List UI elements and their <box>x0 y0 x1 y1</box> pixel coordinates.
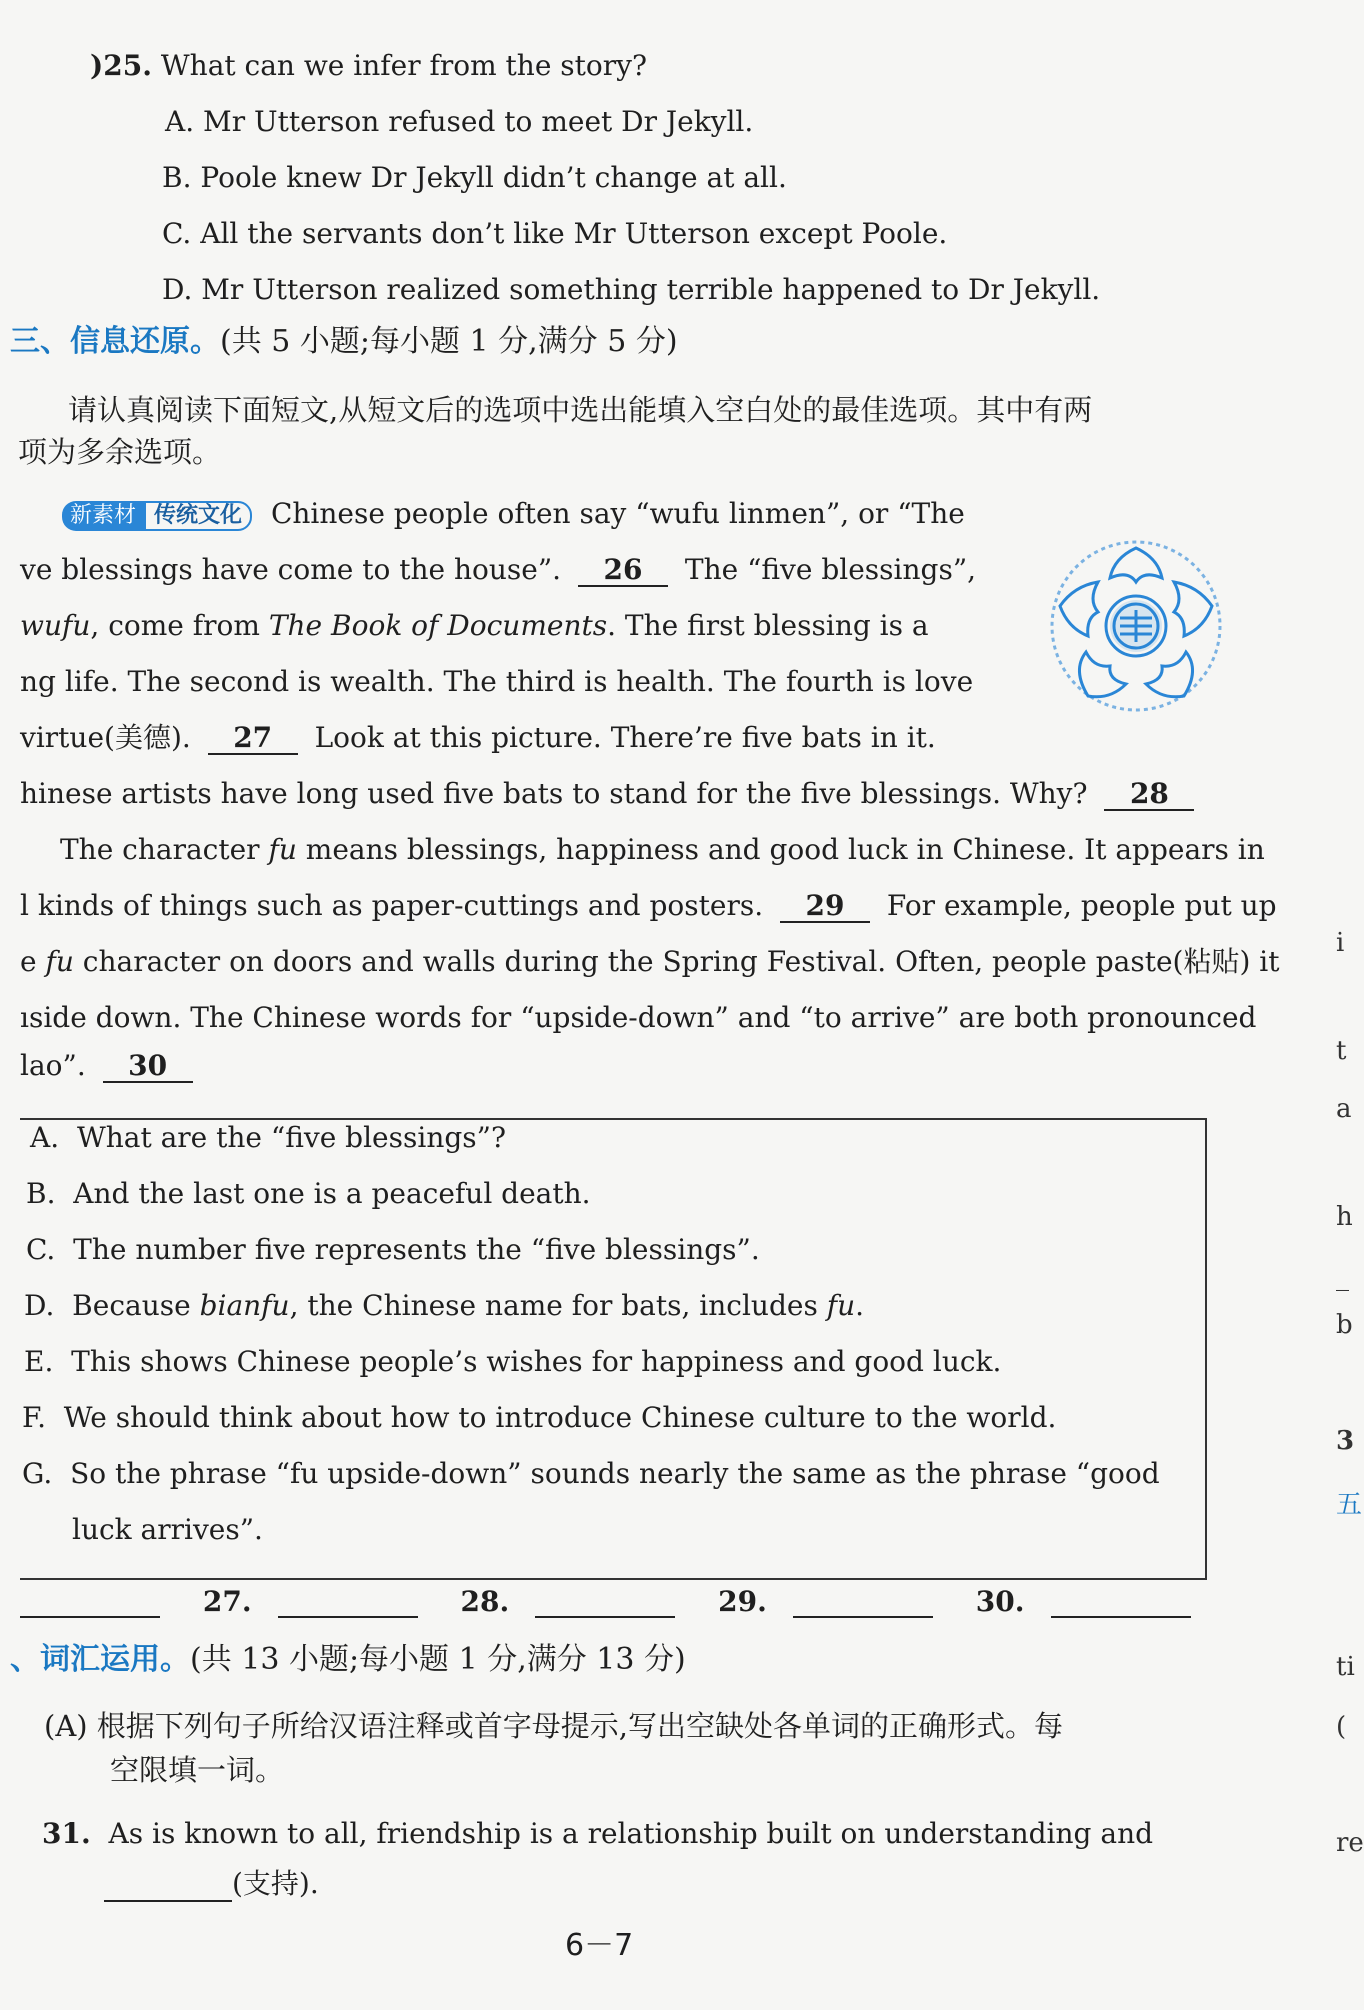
passage-line-11 <box>20 1048 201 1084</box>
edge-fragment: 五 <box>1336 1490 1363 1520</box>
answer-blank-30[interactable] <box>1051 1588 1191 1618</box>
passage-line-8 <box>20 888 1277 924</box>
q31-hint: (支持). <box>232 1867 319 1900</box>
answer-row <box>20 1585 1225 1618</box>
blank-29: 29 <box>780 891 870 923</box>
q25-option-a: A. Mr Utterson refused to meet Dr Jekyll. <box>165 105 754 138</box>
section3-score: (共 5 小题;每小题 1 分,满分 5 分) <box>220 324 678 359</box>
passage-text: ve blessings have come to the house”. <box>20 553 562 586</box>
passage-line-5 <box>20 720 936 756</box>
q31-answer-blank[interactable] <box>104 1872 232 1902</box>
section4-part-a-instruction-1: (A) 根据下列句子所给汉语注释或首字母提示,写出空缺处各单词的正确形式。每 <box>44 1709 1064 1743</box>
option-g-continued: luck arrives”. <box>72 1513 263 1546</box>
passage-text: virtue(美德). <box>20 721 191 754</box>
section4-part-a-instruction-2: 空限填一词。 <box>110 1753 285 1787</box>
passage-line-10: ıside down. The Chinese words for “upside-down” and “to arrive” are both pronounced <box>20 1001 1257 1034</box>
option-letter: B. <box>26 1177 56 1210</box>
passage-italic: fu <box>45 945 74 978</box>
edge-fragment: ti <box>1336 1652 1355 1682</box>
edge-fragment: b <box>1336 1310 1353 1340</box>
passage-text: Chinese people often say “wufu linmen”, or “The <box>270 497 965 530</box>
passage-italic: wufu <box>20 609 91 642</box>
option-text: And the last one is a peaceful death. <box>73 1177 591 1210</box>
new-material-tag <box>62 501 252 531</box>
section4-title: 、词汇运用。 <box>10 1642 190 1677</box>
edge-fragment: _ <box>1336 1262 1349 1292</box>
option-g <box>22 1456 1160 1492</box>
option-text: This shows Chinese people’s wishes for happiness and good luck. <box>71 1345 1002 1378</box>
passage-line-4: ng life. The second is wealth. The third is health. The fourth is love <box>20 665 974 698</box>
option-letter: E. <box>24 1345 54 1378</box>
option-text: So the phrase “fu upside-down” sounds nearly the same as the phrase “good <box>70 1457 1160 1490</box>
option-letter: A. <box>30 1121 60 1154</box>
five-bats-picture <box>1048 538 1224 714</box>
passage-text: l kinds of things such as paper-cuttings and posters. <box>20 889 764 922</box>
section3-instruction-1: 请认真阅读下面短文,从短文后的选项中选出能填入空白处的最佳选项。其中有两 <box>68 393 1093 427</box>
book-title: The Book of Documents <box>268 609 608 642</box>
option-b <box>26 1176 591 1212</box>
answer-label-27: 27. <box>202 1585 252 1618</box>
q25-stem: What can we infer from the story? <box>160 49 647 82</box>
q31-line-1 <box>42 1816 1153 1852</box>
passage-line-3 <box>20 608 929 644</box>
option-c <box>26 1232 760 1268</box>
section3-instruction-2: 项为多余选项。 <box>18 435 222 469</box>
passage-line-2 <box>20 552 976 588</box>
option-text: We should think about how to introduce Chinese culture to the world. <box>63 1401 1057 1434</box>
q25-option-b: B. Poole knew Dr Jekyll didn’t change at all. <box>162 161 787 194</box>
passage-line-7 <box>60 832 1265 868</box>
section4-header <box>10 1640 686 1680</box>
passage-text: The character <box>60 833 260 866</box>
option-text: What are the “five blessings”? <box>76 1121 506 1154</box>
q25-number: )25. <box>90 49 152 82</box>
answer-blank-27[interactable] <box>278 1588 418 1618</box>
option-text: The number five represents the “five blessings”. <box>73 1233 760 1266</box>
option-d <box>24 1288 864 1324</box>
tag-traditional-culture: 传统文化 <box>144 501 252 531</box>
edge-fragment: re <box>1336 1828 1364 1858</box>
passage-text: character on doors and walls during the Spring Festival. Often, people paste(粘贴) it <box>82 945 1280 978</box>
q31-line-2 <box>104 1866 319 1902</box>
blank-26: 26 <box>578 555 668 587</box>
passage-line-9 <box>20 944 1280 980</box>
edge-fragment: 3 <box>1336 1426 1355 1456</box>
option-e <box>24 1344 1001 1380</box>
answer-label-29: 29. <box>718 1585 767 1618</box>
blank-27: 27 <box>208 723 298 755</box>
q25-option-d: D. Mr Utterson realized something terrible happened to Dr Jekyll. <box>162 273 1101 306</box>
passage-text: means blessings, happiness and good luck in Chinese. It appears in <box>305 833 1265 866</box>
passage-text: Look at this picture. There’re five bats in it. <box>314 721 936 754</box>
q25-option-c: C. All the servants don’t like Mr Utterson except Poole. <box>162 217 948 250</box>
section3-header <box>10 322 678 362</box>
passage-text: For example, people put up <box>886 889 1277 922</box>
edge-fragment: ( <box>1336 1712 1347 1742</box>
options-box <box>20 1118 1207 1580</box>
option-text: . <box>855 1289 865 1322</box>
edge-fragment: t <box>1336 1036 1347 1066</box>
section4-score: (共 13 小题;每小题 1 分,满分 13 分) <box>190 1642 686 1677</box>
answer-label-30: 30. <box>975 1585 1025 1618</box>
answer-blank-26[interactable] <box>20 1588 160 1618</box>
option-letter: G. <box>22 1457 53 1490</box>
passage-text: hinese artists have long used five bats to stand for the five blessings. Why? <box>20 777 1088 810</box>
option-text: , the Chinese name for bats, includes <box>289 1289 818 1322</box>
passage-italic: fu <box>268 833 297 866</box>
passage-text: . The first blessing is a <box>607 609 929 642</box>
passage-text: e <box>20 945 37 978</box>
option-letter: F. <box>22 1401 46 1434</box>
answer-blank-29[interactable] <box>793 1588 933 1618</box>
passage-text: , come from <box>90 609 260 642</box>
q31-text: As is known to all, friendship is a relationship built on understanding and <box>108 1817 1154 1850</box>
option-italic: bianfu <box>199 1289 290 1322</box>
edge-fragment: a <box>1336 1094 1352 1124</box>
blank-30: 30 <box>103 1051 193 1083</box>
option-text: Because <box>72 1289 191 1322</box>
option-letter: D. <box>24 1289 55 1322</box>
tag-new-material: 新素材 <box>62 501 144 531</box>
q25-stem-line <box>90 48 647 84</box>
answer-label-28: 28. <box>460 1585 510 1618</box>
passage-text: The “five blessings”, <box>684 553 977 586</box>
answer-blank-28[interactable] <box>535 1588 675 1618</box>
blank-28: 28 <box>1104 779 1194 811</box>
option-letter: C. <box>26 1233 56 1266</box>
passage-line-6 <box>20 776 1202 812</box>
option-a <box>30 1120 506 1156</box>
option-italic: fu <box>826 1289 856 1322</box>
q31-number: 31. <box>42 1817 91 1850</box>
option-f <box>22 1400 1056 1436</box>
passage-text: lao”. <box>20 1049 86 1082</box>
passage-line-1 <box>62 496 965 532</box>
edge-fragment: h <box>1336 1202 1353 1232</box>
page-number: 6－7 <box>565 1928 634 1963</box>
section3-title: 三、信息还原。 <box>10 324 220 359</box>
edge-fragment: i <box>1336 928 1345 958</box>
